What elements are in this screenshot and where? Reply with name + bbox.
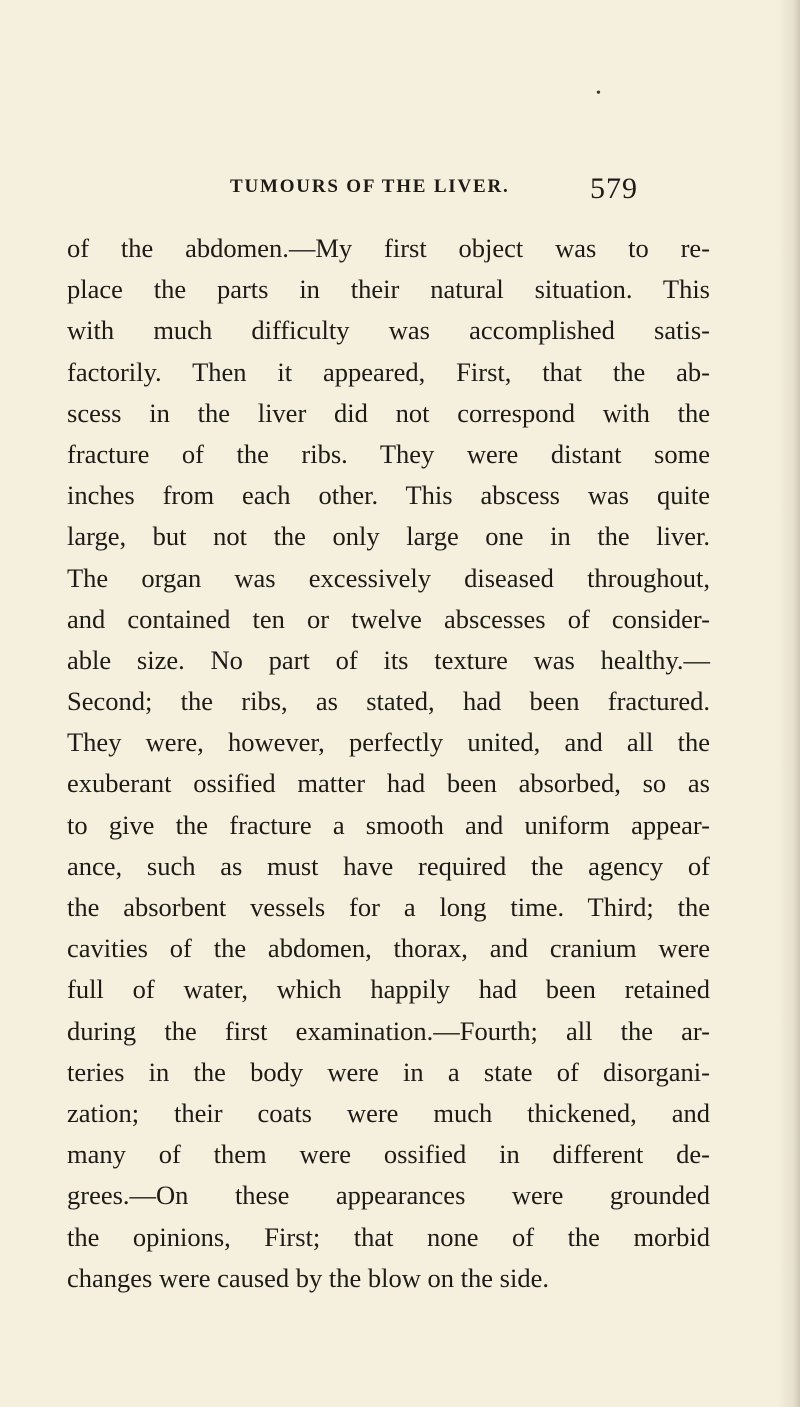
text-line: factorily. Then it appeared, First, that the ab- <box>67 356 710 387</box>
text-line: to give the fracture a smooth and uniform appear- <box>67 809 710 840</box>
text-line: full of water, which happily had been retained <box>67 974 710 1005</box>
text-line: grees.—On these appearances were grounded <box>67 1180 710 1211</box>
text-line: the absorbent vessels for a long time. Third; the <box>67 892 710 922</box>
body-text <box>67 228 710 1299</box>
text-line: cavities of the abdomen, thorax, and cranium were <box>67 933 710 964</box>
text-line: during the first examination.—Fourth; all the ar- <box>67 1015 710 1046</box>
text-line: ance, such as must have required the agency of <box>67 850 710 881</box>
text-line: with much difficulty was accomplished satis- <box>67 315 710 346</box>
text-line: scess in the liver did not correspond with the <box>67 397 710 428</box>
text-line: and contained ten or twelve abscesses of consider- <box>67 603 710 634</box>
text-line: They were, however, perfectly united, and all the <box>67 727 710 758</box>
stray-mark: • <box>596 86 601 101</box>
text-line: able size. No part of its texture was healthy.— <box>67 644 710 675</box>
text-line: fracture of the ribs. They were distant some <box>67 438 710 469</box>
text-line: the opinions, First; that none of the morbid <box>67 1221 710 1252</box>
text-line: Second; the ribs, as stated, had been fractured. <box>67 686 710 717</box>
running-head <box>0 172 800 212</box>
text-line: inches from each other. This abscess was quite <box>67 480 710 511</box>
text-line: large, but not the only large one in the liver. <box>67 521 710 552</box>
text-line: zation; their coats were much thickened, and <box>67 1097 710 1128</box>
text-line-last: changes were caused by the blow on the side. <box>67 1262 549 1293</box>
text-line: many of them were ossified in different de- <box>67 1139 710 1170</box>
text-line: place the parts in their natural situation. This <box>67 274 710 305</box>
text-line: teries in the body were in a state of disorgani- <box>67 1056 710 1087</box>
text-line: The organ was excessively diseased throughout, <box>67 562 710 593</box>
text-line: exuberant ossified matter had been absorbed, so as <box>67 768 710 799</box>
page-number: 579 <box>590 172 638 205</box>
text-line: of the abdomen.—My first object was to re- <box>67 233 710 263</box>
running-head-title: TUMOURS OF THE LIVER. <box>230 176 510 197</box>
